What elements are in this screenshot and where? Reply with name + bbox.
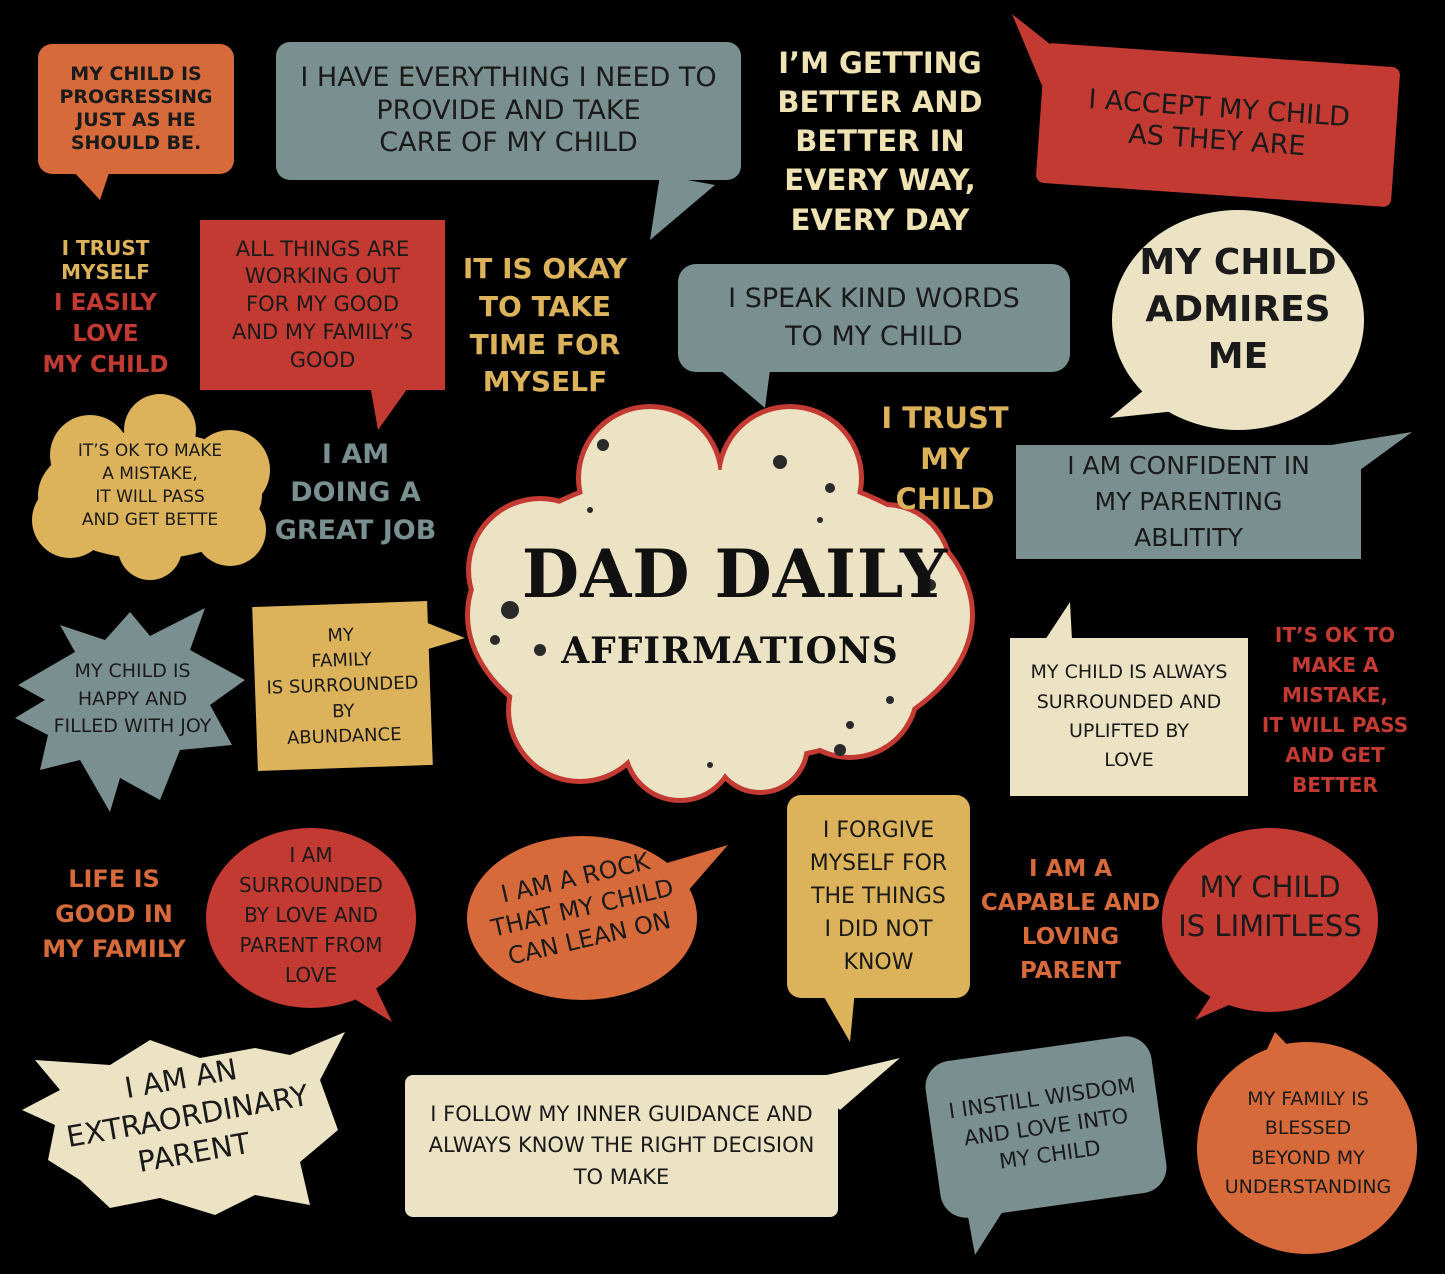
a1-tail xyxy=(72,170,110,200)
a25-text: I AM AN EXTRAORDINARY PARENT xyxy=(63,1052,311,1180)
a7-bubble xyxy=(200,220,445,390)
a1-bubble xyxy=(38,44,234,174)
a15-text: MY CHILD IS HAPPY AND FILLED WITH JOY xyxy=(53,660,212,738)
a17-text: MY CHILD IS ALWAYS SURROUNDED AND UPLIFTED BY LOVE xyxy=(1030,661,1228,772)
a27-text: I INSTILL WISDOM AND LOVE INTO MY CHILD xyxy=(947,1073,1137,1174)
a13-text: I TRUST MY CHILD xyxy=(881,401,1009,517)
a17-tail xyxy=(1045,602,1072,640)
a14-text: I AM CONFIDENT IN MY PARENTING ABLITITY xyxy=(1067,450,1310,553)
a20-text: I AM SURROUNDED BY LOVE AND PARENT FROM LOVE xyxy=(239,843,383,987)
a19-text: LIFE IS GOOD IN MY FAMILY xyxy=(42,865,186,963)
a3-text: I’M GETTING BETTER AND BETTER IN EVERY WAY, EVERY DAY xyxy=(777,46,983,237)
a8-text: IT IS OKAY TO TAKE TIME FOR MYSELF xyxy=(462,252,628,399)
page-subtitle: AFFIRMATIONS xyxy=(561,630,899,672)
a9-bubble xyxy=(678,264,1070,372)
a9-text: I SPEAK KIND WORDS TO MY CHILD xyxy=(728,283,1020,352)
a7-tail xyxy=(370,385,410,430)
a22-bubble xyxy=(787,795,970,998)
a16-bubble xyxy=(252,601,433,771)
a4-text: I ACCEPT MY CHILD AS THEY ARE xyxy=(1087,83,1351,163)
a17-bubble xyxy=(1010,638,1248,796)
a22-text: I FORGIVE MYSELF FOR THE THINGS I DID NOT KNOW xyxy=(809,818,948,975)
a27-bubble xyxy=(922,1033,1170,1221)
a21-text: I AM A ROCK THAT MY CHILD CAN LEAN ON xyxy=(488,847,677,971)
a24-text: MY CHILD IS LIMITLESS xyxy=(1178,870,1362,944)
a23-text: I AM A CAPABLE AND LOVING PARENT xyxy=(980,856,1161,985)
a12-text: I AM DOING A GREAT JOB xyxy=(274,439,437,546)
page-title: DAD DAILY xyxy=(521,535,949,613)
a11-text: IT’S OK TO MAKE A MISTAKE, IT WILL PASS AND GET BETTE xyxy=(77,441,223,530)
a2-text: I HAVE EVERYTHING I NEED TO PROVIDE AND TAKE CARE OF MY CHILD xyxy=(300,62,717,159)
a9-tail xyxy=(720,370,770,408)
a14-bubble xyxy=(1016,445,1361,559)
a1-text: MY CHILD IS PROGRESSING JUST AS HE SHOULD BE. xyxy=(59,63,213,154)
a2-bubble xyxy=(276,42,741,180)
a5-text: I TRUST MYSELF xyxy=(61,236,150,284)
a28-text: MY FAMILY IS BLESSED BEYOND MY UNDERSTANDING xyxy=(1224,1088,1392,1199)
a26-text: I FOLLOW MY INNER GUIDANCE AND ALWAYS KNOW THE RIGHT DECISION TO MAKE xyxy=(428,1101,815,1189)
a2-tail xyxy=(650,175,715,240)
a18-text: IT’S OK TO MAKE A MISTAKE, IT WILL PASS AND GET BETTER xyxy=(1261,623,1409,797)
a16-text: MY FAMILY IS SURROUNDED BY ABUNDANCE xyxy=(266,624,419,749)
a7-text: ALL THINGS ARE WORKING OUT FOR MY GOOD AND MY FAMILY’S GOOD xyxy=(231,236,414,372)
a10-text: MY CHILD ADMIRES ME xyxy=(1139,242,1337,377)
a26-bubble xyxy=(405,1075,838,1217)
a4-bubble xyxy=(1036,43,1401,207)
a6-text: I EASILY LOVE MY CHILD xyxy=(42,290,169,379)
